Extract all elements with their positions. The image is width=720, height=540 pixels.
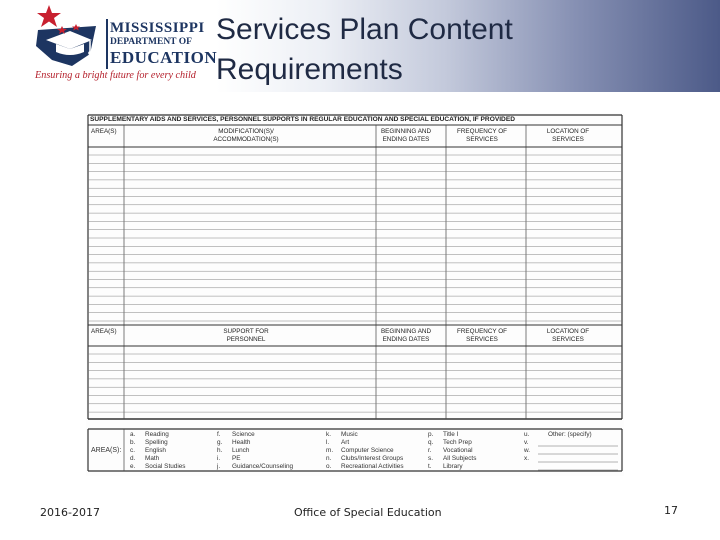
footer-office: Office of Special Education [294, 506, 442, 519]
slide-title-line-1: Services Plan Content [216, 13, 513, 46]
legend-letter: v. [524, 439, 529, 446]
legend-letter: f. [217, 431, 221, 438]
legend-letter: g. [217, 439, 223, 446]
legend-item: Clubs/Interest Groups [341, 455, 404, 462]
legend-item: Computer Science [341, 447, 394, 454]
legend-letter: m. [326, 447, 334, 454]
header-location: LOCATION OF SERVICES [546, 128, 590, 143]
slide-title [216, 10, 513, 90]
legend-letter: h. [217, 447, 223, 454]
legend-letter: x. [524, 455, 529, 462]
header-location-personnel: LOCATION OF SERVICES [546, 328, 590, 343]
form-section-title: SUPPLEMENTARY AIDS AND SERVICES, PERSONNEL SUPPORTS IN REGULAR EDUCATION AND SPECIAL EDUCATION, IF PROVIDED [90, 116, 515, 123]
legend-item: English [145, 447, 166, 454]
legend-item: Tech Prep [443, 439, 472, 446]
legend-letter: b. [130, 439, 136, 446]
logo-line-2: DEPARTMENT OF [110, 37, 192, 47]
legend-other-label: Other: (specify) [548, 431, 592, 438]
legend-label: AREA(S): [91, 447, 122, 454]
page-number: 17 [664, 504, 678, 517]
logo-tagline: Ensuring a bright future for every child [35, 70, 196, 81]
legend-item: Library [443, 463, 463, 470]
header-area: AREA(S) [91, 128, 117, 135]
legend-item: All Subjects [443, 455, 477, 462]
legend-letter: w. [524, 447, 531, 454]
legend-item: Math [145, 455, 160, 462]
legend-letter: k. [326, 431, 331, 438]
legend-letter: e. [130, 463, 136, 470]
legend-letter: j. [217, 463, 221, 470]
legend-item: Art [341, 439, 350, 446]
legend-letter: p. [428, 431, 434, 438]
legend-item: Health [232, 439, 251, 446]
legend-letter: o. [326, 463, 332, 470]
mde-logo [30, 4, 218, 86]
legend-letter: i. [217, 455, 221, 462]
legend-item: Recreational Activities [341, 463, 404, 470]
services-plan-form [86, 113, 624, 476]
legend-letter: a. [130, 431, 136, 438]
legend-letter: q. [428, 439, 434, 446]
legend-letter: n. [326, 455, 332, 462]
header-support: SUPPORT FOR PERSONNEL [223, 328, 269, 343]
header-dates: BEGINNING AND ENDING DATES [380, 128, 432, 143]
legend-item: Title I [443, 431, 459, 438]
legend-letter: s. [428, 455, 433, 462]
legend-item: Spelling [145, 439, 168, 446]
legend-letter: c. [130, 447, 135, 454]
logo-divider [106, 19, 108, 69]
legend-letter: u. [524, 431, 530, 438]
logo-line-1: MISSISSIPPI [110, 20, 205, 36]
legend-letter: d. [130, 455, 136, 462]
legend-letter: r. [428, 447, 432, 454]
legend-item: Reading [145, 431, 169, 438]
header-frequency-personnel: FREQUENCY OF SERVICES [457, 328, 507, 343]
legend-item: Guidance/Counseling [232, 463, 294, 470]
header-dates-personnel: BEGINNING AND ENDING DATES [380, 328, 432, 343]
legend-item: Science [232, 431, 255, 438]
legend-letter: t. [428, 463, 432, 470]
header-modification: MODIFICATION(S)/ ACCOMMODATION(S) [213, 128, 279, 143]
legend-item: Lunch [232, 447, 250, 454]
header-area-personnel: AREA(S) [91, 328, 117, 335]
legend-item: Vocational [443, 447, 473, 454]
legend-item: Music [341, 431, 358, 438]
legend-item: Social Studies [145, 463, 186, 470]
header-frequency: FREQUENCY OF SERVICES [457, 128, 507, 143]
slide-title-line-2: Requirements [216, 53, 403, 86]
footer-year: 2016-2017 [40, 506, 100, 519]
form-grid [86, 113, 624, 476]
legend-letter: l. [326, 439, 330, 446]
graduation-cap-icon [32, 20, 104, 70]
legend-item: PE [232, 455, 241, 462]
logo-line-3: EDUCATION [110, 48, 218, 67]
